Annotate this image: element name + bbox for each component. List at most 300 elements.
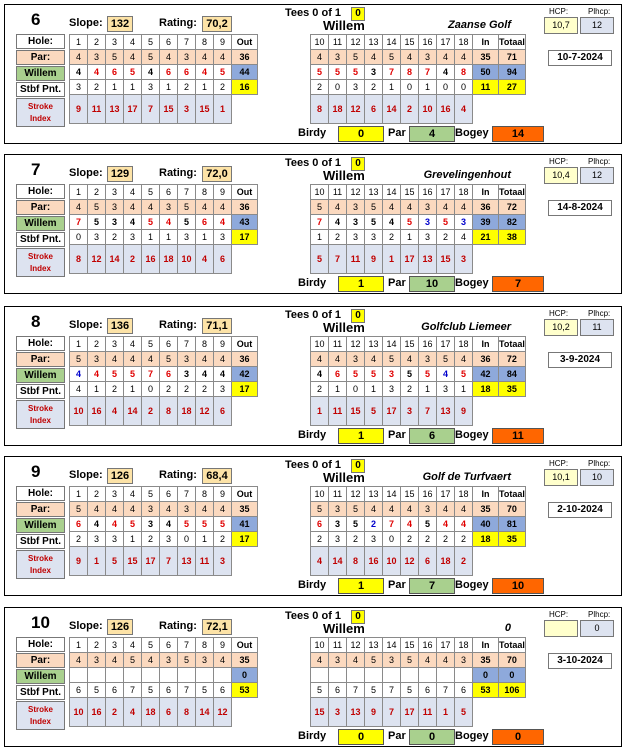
stableford-row-cell: 1 [142,230,160,245]
par-row-cell: 4 [329,352,347,367]
stableford-row-cell: 4 [70,382,88,397]
tees-value: 0 [351,459,365,473]
stroke-index-row-cell: 6 [214,397,232,426]
stroke-index-row-cell: 1 [311,397,329,426]
birdy-value: 1 [338,428,384,444]
birdy-value: 0 [338,126,384,142]
stroke-index-row [311,95,526,124]
plhcp-label: Plhcp: [588,7,611,16]
hole-row-cell: 3 [106,185,124,200]
par-row-cell: 4 [401,502,419,517]
par-row-cell: 4 [124,50,142,65]
score-row-cell [142,668,160,683]
stableford-row-cell: 0 [178,532,196,547]
hole-row-cell: 6 [160,337,178,352]
stableford-row-cell: 2 [311,382,329,397]
player-name: Willem [323,621,365,636]
stableford-row-out: 17 [232,532,258,547]
score-row-out: 41 [232,517,258,532]
hole-row-cell: 5 [142,35,160,50]
rating-label: Rating: [159,620,197,632]
tees-label: Tees 0 of 1 [285,610,342,622]
par-row-cell: 3 [160,200,178,215]
stroke-index-row-cell: 2 [455,547,473,576]
stableford-row-cell: 2 [142,532,160,547]
par-row-cell: 3 [419,502,437,517]
par-row-cell: 5 [160,352,178,367]
hole-row-cell: 17 [437,185,455,200]
par-row-cell: 3 [419,50,437,65]
stroke-index-label: Stroke Index [16,98,65,127]
score-row-out: 44 [232,65,258,80]
par-row-total: 70 [499,502,526,517]
player-row-label: Willem [16,669,65,684]
stableford-row-cell: 7 [383,683,401,698]
hole-row-cell: 18 [455,638,473,653]
score-row-cell [383,668,401,683]
score-row-in: 50 [473,65,499,80]
stroke-index-row-cell: 4 [124,698,142,727]
par-row-cell: 4 [365,352,383,367]
stableford-row-cell: 2 [214,532,232,547]
stableford-row-cell: 1 [124,80,142,95]
stroke-index-row-cell: 4 [455,95,473,124]
hole-row [311,487,526,502]
par-row-cell: 5 [365,200,383,215]
score-row-cell [124,668,142,683]
hole-row-cell: 14 [383,638,401,653]
back-nine-grid [310,486,526,576]
par-row-cell: 4 [70,653,88,668]
score-row-cell: 5 [401,215,419,230]
hole-row-cell: 7 [178,185,196,200]
score-row-cell [419,668,437,683]
rating-value: 72,1 [202,619,232,635]
score-row [311,367,526,382]
bogey-value: 7 [492,276,544,292]
stroke-index-row-cell: 18 [160,245,178,274]
slope-label: Slope: [69,17,103,29]
par-row-out: 35 [232,502,258,517]
stableford-row-cell: 0 [401,80,419,95]
stableford-row-cell: 3 [365,532,383,547]
stroke-index-row-cell: 10 [419,95,437,124]
stableford-row-cell: 0 [437,80,455,95]
score-row-in: 39 [473,215,499,230]
course-name: Zaanse Golf [448,19,511,31]
par-row-cell: 4 [196,352,214,367]
hole-row-cell: 1 [70,337,88,352]
score-row-cell: 5 [124,367,142,382]
stroke-index-label: Stroke Index [16,248,65,277]
par-row-cell: 3 [383,653,401,668]
par-row-cell: 4 [214,502,232,517]
stroke-index-row-cell: 10 [70,698,88,727]
score-row-cell [160,668,178,683]
stableford-row [70,80,258,95]
score-row-cell [347,668,365,683]
score-row-cell: 6 [329,367,347,382]
stableford-row-cell: 3 [124,230,142,245]
birdy-value: 1 [338,276,384,292]
stroke-index-row-cell: 4 [106,397,124,426]
stroke-index-row-cell: 8 [311,95,329,124]
stroke-index-row-cell: 18 [329,95,347,124]
stableford-row-cell: 3 [160,532,178,547]
hole-row-cell: 18 [455,337,473,352]
tees-value: 0 [351,157,365,171]
score-row-cell: 4 [196,367,214,382]
stableford-row-cell: 1 [124,382,142,397]
par-row-in: 35 [473,653,499,668]
par-row-in: 36 [473,352,499,367]
par-row-cell: 5 [311,200,329,215]
hole-row-cell: 5 [142,638,160,653]
stableford-row-cell: 2 [106,382,124,397]
par-row-cell: 5 [347,502,365,517]
hole-row-cell: 8 [196,487,214,502]
stroke-index-row-cell: 6 [365,95,383,124]
par-row-out: 35 [232,653,258,668]
stableford-row-in: 53 [473,683,499,698]
hole-row-cell: 12 [347,337,365,352]
birdy-label: Birdy [298,429,327,441]
stableford-row-in: 18 [473,382,499,397]
score-row-cell: 4 [311,367,329,382]
stableford-row [70,532,258,547]
par-row-cell: 5 [365,653,383,668]
birdy-label: Birdy [298,127,327,139]
slope-value: 126 [107,619,133,635]
score-row-total: 84 [499,367,526,382]
stableford-row-cell: 2 [419,532,437,547]
hole-label: Hole: [16,637,65,652]
stableford-row-cell: 3 [437,382,455,397]
hole-row [70,337,258,352]
round-number: 8 [31,312,41,331]
par-row [70,200,258,215]
score-row-cell: 8 [455,65,473,80]
stroke-index-row [70,698,258,727]
stableford-row-cell: 2 [88,80,106,95]
score-row-out: 42 [232,367,258,382]
par-row-cell: 4 [106,653,124,668]
stableford-row-cell: 2 [401,532,419,547]
plhcp-value: 12 [580,17,614,34]
stbf-label: Stbf Pnt. [16,534,65,549]
stableford-row-cell: 3 [88,532,106,547]
score-row-cell: 6 [178,65,196,80]
birdy-value: 0 [338,729,384,745]
par-row-cell: 4 [329,200,347,215]
round-date: 10-7-2024 [548,50,612,66]
hole-row-cell: 10 [311,35,329,50]
score-row-cell: 4 [106,517,124,532]
rating-label: Rating: [159,469,197,481]
stroke-index-row-cell: 14 [124,397,142,426]
score-row-cell: 3 [383,367,401,382]
slope-label: Slope: [69,469,103,481]
rating-label: Rating: [159,17,197,29]
hole-row-in: In [473,487,499,502]
hole-row-cell: 8 [196,185,214,200]
stableford-row [70,382,258,397]
par-row-cell: 4 [214,352,232,367]
par-row-cell: 4 [196,200,214,215]
plhcp-value: 10 [580,469,614,486]
score-row-cell: 4 [401,517,419,532]
hole-row-cell: 15 [401,337,419,352]
hole-row-cell: 4 [124,35,142,50]
stroke-index-label: Stroke Index [16,550,65,579]
hole-row-in: In [473,185,499,200]
stroke-index-row-cell: 16 [88,698,106,727]
stbf-label: Stbf Pnt. [16,232,65,247]
score-row-cell: 6 [70,517,88,532]
score-row-cell: 5 [401,367,419,382]
par-row-cell: 4 [214,653,232,668]
hole-row-out: Out [232,35,258,50]
front-nine-grid [69,184,258,274]
tees-value: 0 [351,7,365,21]
par-row-cell: 3 [106,200,124,215]
par-row-cell: 4 [311,352,329,367]
hole-row-cell: 2 [88,35,106,50]
stableford-row-cell: 2 [311,532,329,547]
plhcp-value: 11 [580,319,614,336]
score-row-cell [214,668,232,683]
stableford-row-cell: 2 [178,80,196,95]
stableford-row-cell: 1 [88,382,106,397]
stableford-row-out: 17 [232,230,258,245]
stableford-row-cell: 5 [196,683,214,698]
plhcp-label: Plhcp: [588,459,611,468]
round-number: 6 [31,10,41,29]
score-row-cell: 4 [437,65,455,80]
hole-row-cell: 9 [214,185,232,200]
par-row-total: 72 [499,352,526,367]
stableford-row-cell: 2 [347,532,365,547]
bogey-label: Bogey [455,579,489,591]
tees-label: Tees 0 of 1 [285,459,342,471]
par-row-out: 36 [232,352,258,367]
stroke-index-row [70,245,258,274]
stableford-row-cell: 2 [160,382,178,397]
score-row-cell: 3 [347,215,365,230]
score-row [311,517,526,532]
score-row-cell: 4 [437,517,455,532]
hole-row-cell: 6 [160,185,178,200]
hole-row-cell: 16 [419,487,437,502]
stableford-row-cell: 5 [142,683,160,698]
hole-row-cell: 17 [437,638,455,653]
par-label: Par: [16,200,65,215]
stroke-index-row-cell: 16 [437,95,455,124]
par-row-cell: 4 [437,653,455,668]
par-stat-label: Par [388,429,406,441]
hole-row-cell: 3 [106,638,124,653]
par-row-out: 36 [232,200,258,215]
stableford-row-cell: 7 [437,683,455,698]
par-stat-value: 7 [409,578,455,594]
score-row-cell [70,668,88,683]
par-row-cell: 4 [124,352,142,367]
hole-row-cell: 2 [88,487,106,502]
par-row-cell: 4 [401,200,419,215]
hole-row-cell: 11 [329,185,347,200]
stroke-index-row-cell: 15 [437,245,455,274]
stableford-row-cell: 0 [142,382,160,397]
birdy-label: Birdy [298,579,327,591]
stroke-index-row-cell: 5 [311,245,329,274]
stableford-row-cell: 1 [160,80,178,95]
par-row-cell: 3 [347,352,365,367]
score-row-total: 94 [499,65,526,80]
stroke-index-row-cell: 11 [419,698,437,727]
course-name: Golf de Turfvaert [422,471,511,483]
hole-row-cell: 5 [142,337,160,352]
player-row-label: Willem [16,216,65,231]
stableford-row-cell: 1 [419,80,437,95]
score-row [70,668,258,683]
stableford-row-total: 35 [499,532,526,547]
hole-row-cell: 17 [437,337,455,352]
hole-row-cell: 4 [124,638,142,653]
score-row-cell: 5 [311,65,329,80]
stroke-index-row-cell: 11 [329,397,347,426]
stableford-row-cell: 3 [365,230,383,245]
rating-value: 71,1 [202,318,232,334]
score-row-cell: 5 [347,367,365,382]
par-row-cell: 5 [437,352,455,367]
score-row-cell: 6 [160,65,178,80]
front-nine-grid [69,486,258,576]
stableford-row-cell: 0 [329,80,347,95]
score-row-cell: 5 [347,517,365,532]
back-nine-grid [310,34,526,124]
hole-row-cell: 12 [347,487,365,502]
rating-label: Rating: [159,319,197,331]
score-row-cell [329,668,347,683]
hole-row-cell: 12 [347,35,365,50]
round-card [4,306,622,446]
hole-row-cell: 3 [106,337,124,352]
stableford-row-cell: 2 [455,532,473,547]
hole-label: Hole: [16,336,65,351]
stableford-row-cell: 2 [401,382,419,397]
stableford-row-out: 53 [232,683,258,698]
front-nine-grid [69,336,258,426]
rating-label: Rating: [159,167,197,179]
stableford-row-cell: 2 [214,80,232,95]
stableford-row-cell: 1 [365,382,383,397]
round-number: 10 [31,613,50,632]
score-row-cell: 5 [106,367,124,382]
score-row-in: 0 [473,668,499,683]
score-row [311,668,526,683]
par-row-cell: 4 [70,200,88,215]
tees-value: 0 [351,309,365,323]
hole-row [70,185,258,200]
birdy-value: 1 [338,578,384,594]
stroke-index-row-cell: 7 [383,698,401,727]
stableford-row-cell: 2 [196,382,214,397]
par-row-cell: 5 [70,352,88,367]
par-row-cell: 4 [311,653,329,668]
par-row-cell: 4 [106,352,124,367]
hole-row-cell: 3 [106,35,124,50]
stroke-index-row-cell: 1 [383,245,401,274]
hole-row-cell: 18 [455,35,473,50]
par-row-cell: 4 [455,352,473,367]
stroke-index-row-cell: 15 [160,95,178,124]
hole-row-total: Totaal [499,337,526,352]
score-row-cell: 5 [178,517,196,532]
score-row-cell: 3 [365,65,383,80]
hole-row [311,337,526,352]
score-row-cell: 7 [383,517,401,532]
stroke-index-row-cell: 17 [401,245,419,274]
par-row-cell: 4 [88,502,106,517]
score-row-cell: 3 [419,215,437,230]
par-label: Par: [16,50,65,65]
hole-row-total: Totaal [499,35,526,50]
stableford-row-cell: 5 [365,683,383,698]
stableford-row [311,532,526,547]
par-stat-value: 0 [409,729,455,745]
hole-row-cell: 9 [214,638,232,653]
slope-value: 136 [107,318,133,334]
stableford-row-cell: 2 [383,230,401,245]
hole-row-cell: 5 [142,487,160,502]
stableford-row-cell: 6 [419,683,437,698]
score-row-cell: 4 [142,65,160,80]
stableford-row-in: 11 [473,80,499,95]
stroke-index-row-cell: 1 [437,698,455,727]
stroke-index-row-cell: 15 [311,698,329,727]
hole-row-total: Totaal [499,185,526,200]
bogey-value: 11 [492,428,544,444]
tees-label: Tees 0 of 1 [285,7,342,19]
score-row [70,65,258,80]
par-row-cell: 4 [365,502,383,517]
stableford-row-in: 18 [473,532,499,547]
score-row-cell: 5 [178,215,196,230]
par-stat-value: 6 [409,428,455,444]
stableford-row-cell: 6 [106,683,124,698]
stroke-index-label: Stroke Index [16,701,65,730]
stroke-index-row-cell: 9 [455,397,473,426]
score-row-cell: 5 [365,215,383,230]
stableford-row-cell: 2 [106,230,124,245]
stableford-row-cell: 3 [70,80,88,95]
slope-value: 126 [107,468,133,484]
hole-row-cell: 2 [88,337,106,352]
score-row-cell: 7 [142,367,160,382]
hole-row-cell: 12 [347,638,365,653]
stroke-index-row-cell: 18 [178,397,196,426]
score-row-cell: 4 [88,367,106,382]
stableford-row-cell: 1 [419,382,437,397]
hole-row [311,185,526,200]
back-nine-grid [310,637,526,727]
hcp-value [544,620,578,637]
stableford-row-cell: 3 [178,230,196,245]
stableford-row-cell: 1 [383,80,401,95]
par-row-total: 71 [499,50,526,65]
stableford-row-cell: 6 [329,683,347,698]
course-name: Golfclub Liemeer [421,321,511,333]
